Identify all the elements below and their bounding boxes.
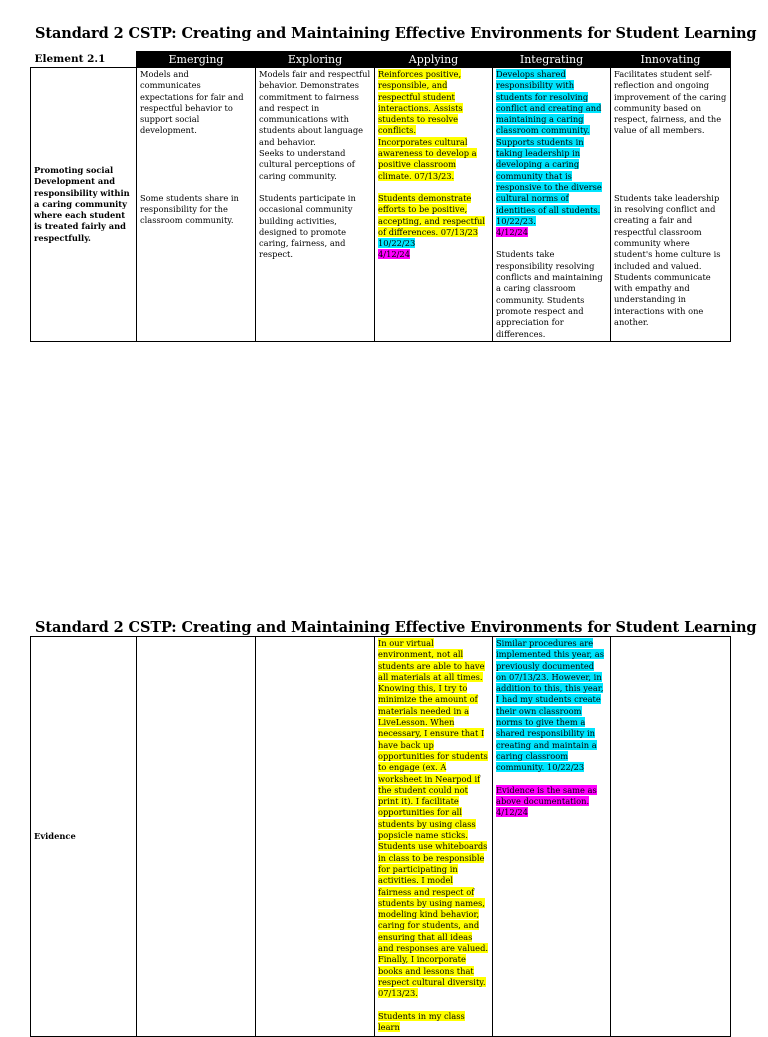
applying-date-2: 10/22/23	[378, 238, 416, 249]
evidence-cell-applying	[375, 637, 493, 1037]
integrating-text-2: Supports students in taking leadership in developing a caring community that is responsive to the diverse cultural norms of identities of all students.	[496, 136, 602, 215]
rubric-table	[30, 51, 731, 342]
column-header-innovating: Innovating	[611, 52, 731, 68]
evidence-row	[31, 637, 731, 1037]
rubric-header-row	[31, 52, 731, 68]
page-title: Standard 2 CSTP: Creating and Maintaining Effective Environments for Student Learning	[35, 25, 757, 42]
cell-emerging	[137, 68, 256, 342]
cell-exploring	[256, 68, 375, 342]
exploring-text-2: Seeks to understand cultural perceptions of caring community.	[259, 148, 355, 181]
cell-integrating	[493, 68, 611, 342]
applying-text-3: Students demonstrate efforts to be positive, accepting, and respectful of differences. 07/13/23	[378, 192, 486, 237]
page-title-2: Standard 2 CSTP: Creating and Maintaining Effective Environments for Student Learning	[35, 619, 757, 636]
evidence-label: Evidence	[31, 637, 137, 1037]
integrating-evidence-text: Similar procedures are implemented this year, as previously documented on 07/13/23. However, in addition to this, this year, I had my students create their own classroom norms to give them a shared responsibility in creating and maintain a caring classroom community. 10/22/23	[496, 638, 605, 773]
rubric-row	[31, 68, 731, 342]
element-label: Element 2.1	[31, 52, 137, 68]
evidence-cell-integrating	[493, 637, 611, 1037]
evidence-cell-emerging	[137, 637, 256, 1037]
evidence-cell-innovating	[611, 637, 731, 1037]
exploring-text-3: Students participate in occasional community building activities, designed to promote caring, fairness, and respect.	[259, 192, 356, 260]
innovating-text-2: Students take leadership in resolving conflict and creating a fair and respectful classroom community where student's home culture is included and valued. Students communicate with empathy and understanding in interactions with one another.	[614, 192, 721, 328]
column-header-applying: Applying	[375, 52, 493, 68]
applying-evidence-text-2: Students in my class learn	[378, 1010, 465, 1032]
integrating-evidence-text-2: Evidence is the same as above documentation. 4/12/24	[496, 784, 597, 818]
column-header-emerging: Emerging	[137, 52, 256, 68]
integrating-text-3: Students take responsibility resolving conflicts and maintaining a caring classroom community. Students promote respect and appreciation for differences.	[496, 249, 603, 339]
emerging-text-2: Some students share in responsibility for the classroom community.	[140, 192, 239, 226]
applying-text-2: Incorporates cultural awareness to develop a positive classroom climate. 07/13/23.	[378, 136, 477, 181]
cell-applying	[375, 68, 493, 342]
cell-innovating	[611, 68, 731, 342]
integrating-date-2: 10/22/23.	[496, 215, 536, 226]
applying-date-3: 4/12/24	[378, 249, 410, 260]
integrating-text-1: Develops shared responsibility with students for resolving conflict and creating and maintaining a caring classroom community.	[496, 69, 602, 136]
emerging-text-1: Models and communicates expectations for fair and respectful behavior to support social development.	[140, 69, 244, 136]
row-label: Promoting social Development and responsibility within a caring community where each student is treated fairly and respectfully.	[31, 68, 137, 342]
applying-text-1: Reinforces positive, responsible, and respectful student interactions. Assists students to resolve conflicts.	[378, 69, 463, 136]
evidence-cell-exploring	[256, 637, 375, 1037]
integrating-date-3: 4/12/24	[496, 227, 528, 238]
evidence-table	[30, 636, 731, 1037]
column-header-exploring: Exploring	[256, 52, 375, 68]
exploring-text-1: Models fair and respectful behavior. Demonstrates commitment to fairness and respect in communications with students about language and behavior.	[259, 69, 371, 147]
column-header-integrating: Integrating	[493, 52, 611, 68]
applying-evidence-text: In our virtual environment, not all students are able to have all materials at all times. Knowing this, I try to minimize the amount of materials needed in a LiveLesson. When necessary, I ensure that I have back up opportunities for students to engage (ex. A worksheet in Nearpod if the student could not print it). I facilitate opportunities for all students by using class popsicle name sticks. Students use whiteboards in class to be responsible for participating in activities. I model fairness and respect of students by using names, modeling kind behavior, caring for students, and ensuring that all ideas and responses are valued. Finally, I incorporate books and lessons that respect cultural diversity. 07/13/23.	[378, 638, 489, 999]
innovating-text-1: Facilitates student self-reflection and ongoing improvement of the caring community based on respect, fairness, and the value of all members.	[614, 69, 727, 136]
